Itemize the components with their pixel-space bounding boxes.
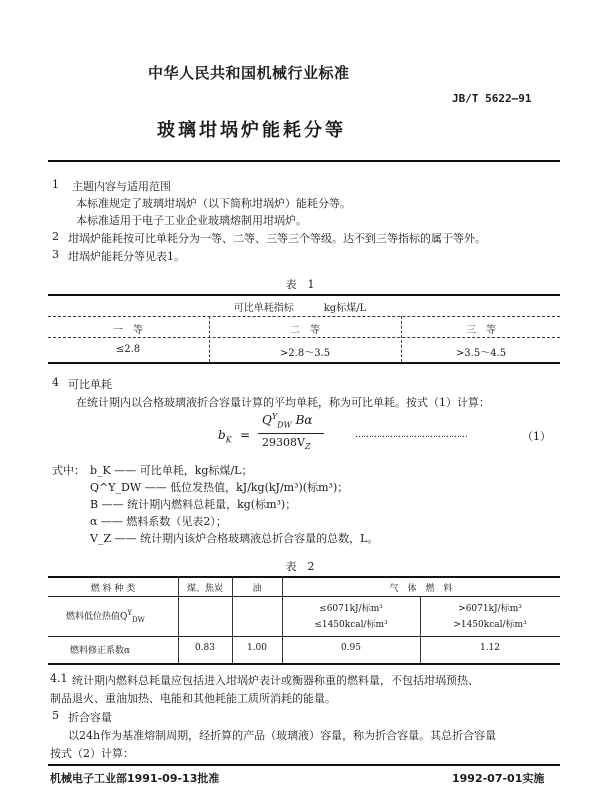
section-4-para-1: 在统计期内以合格玻璃液折合容量计算的平均单耗，称为可比单耗。按式（1）计算： (76, 396, 490, 409)
symbol-def-b: B —— 统计期内燃料总耗量，kg(标m³)； (90, 498, 297, 511)
section-3-text: 坩埚炉能耗分等见表1。 (68, 250, 185, 263)
table-2-gas-high-kj: >6071kJ/标m³ (458, 604, 522, 614)
section-3-number: 3 (52, 248, 59, 261)
section-4-title: 可比单耗 (68, 378, 112, 391)
section-5-title: 折合容量 (68, 711, 112, 724)
table-2-header-fuel: 燃 料 种 类 (90, 584, 136, 594)
table-1-col-1: 一 等 (113, 325, 143, 336)
table-1-value-1: ≤2.8 (115, 344, 141, 355)
formula-1-numerator (262, 412, 313, 429)
table-2-top-rule (48, 576, 560, 578)
symbol-def-bk: b_K —— 可比单耗，kg标煤/L； (90, 464, 253, 477)
table-2-bottom-rule (48, 663, 560, 665)
table-2-caption: 表 2 (285, 560, 315, 573)
section-1-para-1: 本标准规定了玻璃坩埚炉（以下简称坩埚炉）能耗分等。 (76, 197, 351, 210)
formula-1-lhs-subscript: K (225, 435, 232, 445)
section-4-1-para-1: 统计期内燃料总耗量应包括进入坩埚炉表计或衡器称重的燃料量，不包括坩埚预热、 (72, 674, 479, 687)
symbol-def-alpha: α —— 燃料系数（见表2）； (90, 515, 227, 528)
table-1-bottom-rule (48, 362, 560, 364)
section-5-para-1: 以24h作为基准熔制周期，经折算的产品（玻璃液）容量，称为折合容量。其总折合容量 (68, 729, 497, 742)
section-4-number: 4 (52, 376, 59, 389)
table-2-row-1-label-text: 燃料低位热值Q (66, 612, 128, 622)
section-2-text: 坩埚炉能耗按可比单耗分为一等、二等、三等三个等级。达不到三等指标的属于等外。 (68, 232, 486, 245)
formula-1-numerator-rest: Bα (295, 413, 313, 427)
formula-1-lhs (218, 428, 232, 444)
section-1-para-2: 本标准适用于电子工业企业玻璃熔制用坩埚炉。 (76, 214, 307, 227)
table-2-row-1-label (66, 609, 145, 624)
standard-code: JB/T 5622—91 (452, 92, 532, 105)
table-1-col-2: 二 等 (290, 325, 320, 336)
table-1-col-3: 三 等 (466, 325, 496, 336)
formula-1-numerator-sub: DW (277, 420, 292, 430)
table-2-coal-coefficient: 0.83 (194, 643, 216, 653)
table-2-header-divider (48, 596, 560, 597)
header-rule (48, 160, 560, 162)
table-1-header-divider (48, 316, 560, 317)
table-2-gas-high-coefficient: 1.12 (479, 643, 501, 653)
table-1-caption: 表 1 (285, 278, 315, 291)
table-2-oil-coefficient: 1.00 (246, 643, 268, 653)
table-2-gas-low-kcal: ≤1450kcal/标m³ (314, 620, 388, 630)
symbol-def-vz: V_Z —— 统计期内该炉合格玻璃液总折合容量的总数，L。 (90, 532, 379, 545)
table-2-header-coal: 煤、焦炭 (186, 584, 223, 594)
formula-1-numerator-sup: Y (271, 412, 278, 421)
section-4-1-number: 4.1 (50, 672, 68, 685)
table-1-row-divider (48, 337, 560, 338)
formula-1-numerator-symbol: Q (262, 413, 272, 427)
document-title: 玻璃坩埚炉能耗分等 (157, 120, 346, 141)
formula-1-leader-dots: …………………………………… (355, 430, 467, 440)
formula-1-denominator (262, 436, 311, 451)
standard-org-heading: 中华人民共和国机械行业标准 (148, 64, 350, 82)
formula-1-denominator-value: 29308V (262, 436, 305, 449)
table-2-row-2-label: 燃料修正系数α (70, 646, 131, 656)
section-1-number: 1 (52, 178, 59, 191)
section-5-para-2: 按式（2）计算： (50, 747, 134, 760)
formula-1-fraction-bar (258, 433, 324, 434)
table-2-header-gas: 气 体 燃 料 (389, 584, 453, 594)
table-2-gas-high-kcal: >1450kcal/标m³ (453, 620, 527, 630)
section-2-number: 2 (52, 230, 59, 243)
table-2-header-oil: 油 (252, 584, 262, 594)
table-2-row-divider (48, 636, 560, 637)
table-2-gas-low-kj: ≤6071kJ/标m³ (319, 604, 383, 614)
footer-approval: 机械电子工业部1991-09-13批准 (50, 772, 220, 785)
symbol-def-q: Q^Y_DW —— 低位发热值，kJ/kg(kJ/m³)(标m³)； (90, 481, 349, 494)
table-2-row-1-label-sub: DW (132, 615, 145, 624)
table-2-row-1-label-sup: Y (127, 609, 133, 617)
table-2-gas-low-coefficient: 0.95 (340, 643, 362, 653)
formula-1-equals: = (240, 428, 251, 442)
table-1-header: 可比单耗指标 kg标煤/L (233, 303, 367, 314)
symbols-lead: 式中： (52, 464, 85, 477)
formula-1-denominator-sub: Z (304, 442, 311, 452)
formula-1-lhs-symbol: b (218, 428, 226, 442)
section-4-1-para-2: 制品退火、重油加热、电能和其他耗能工质所消耗的能量。 (50, 692, 336, 705)
section-1-title: 主题内容与适用范围 (72, 180, 171, 193)
table-1-value-3: >3.5～4.5 (455, 348, 507, 359)
table-1-top-rule (48, 294, 560, 296)
footer-implementation: 1992-07-01实施 (452, 772, 545, 785)
footer-rule (48, 764, 560, 766)
table-1-value-2: >2.8～3.5 (279, 348, 331, 359)
section-5-number: 5 (52, 709, 59, 722)
formula-1-number: （1） (522, 430, 551, 443)
